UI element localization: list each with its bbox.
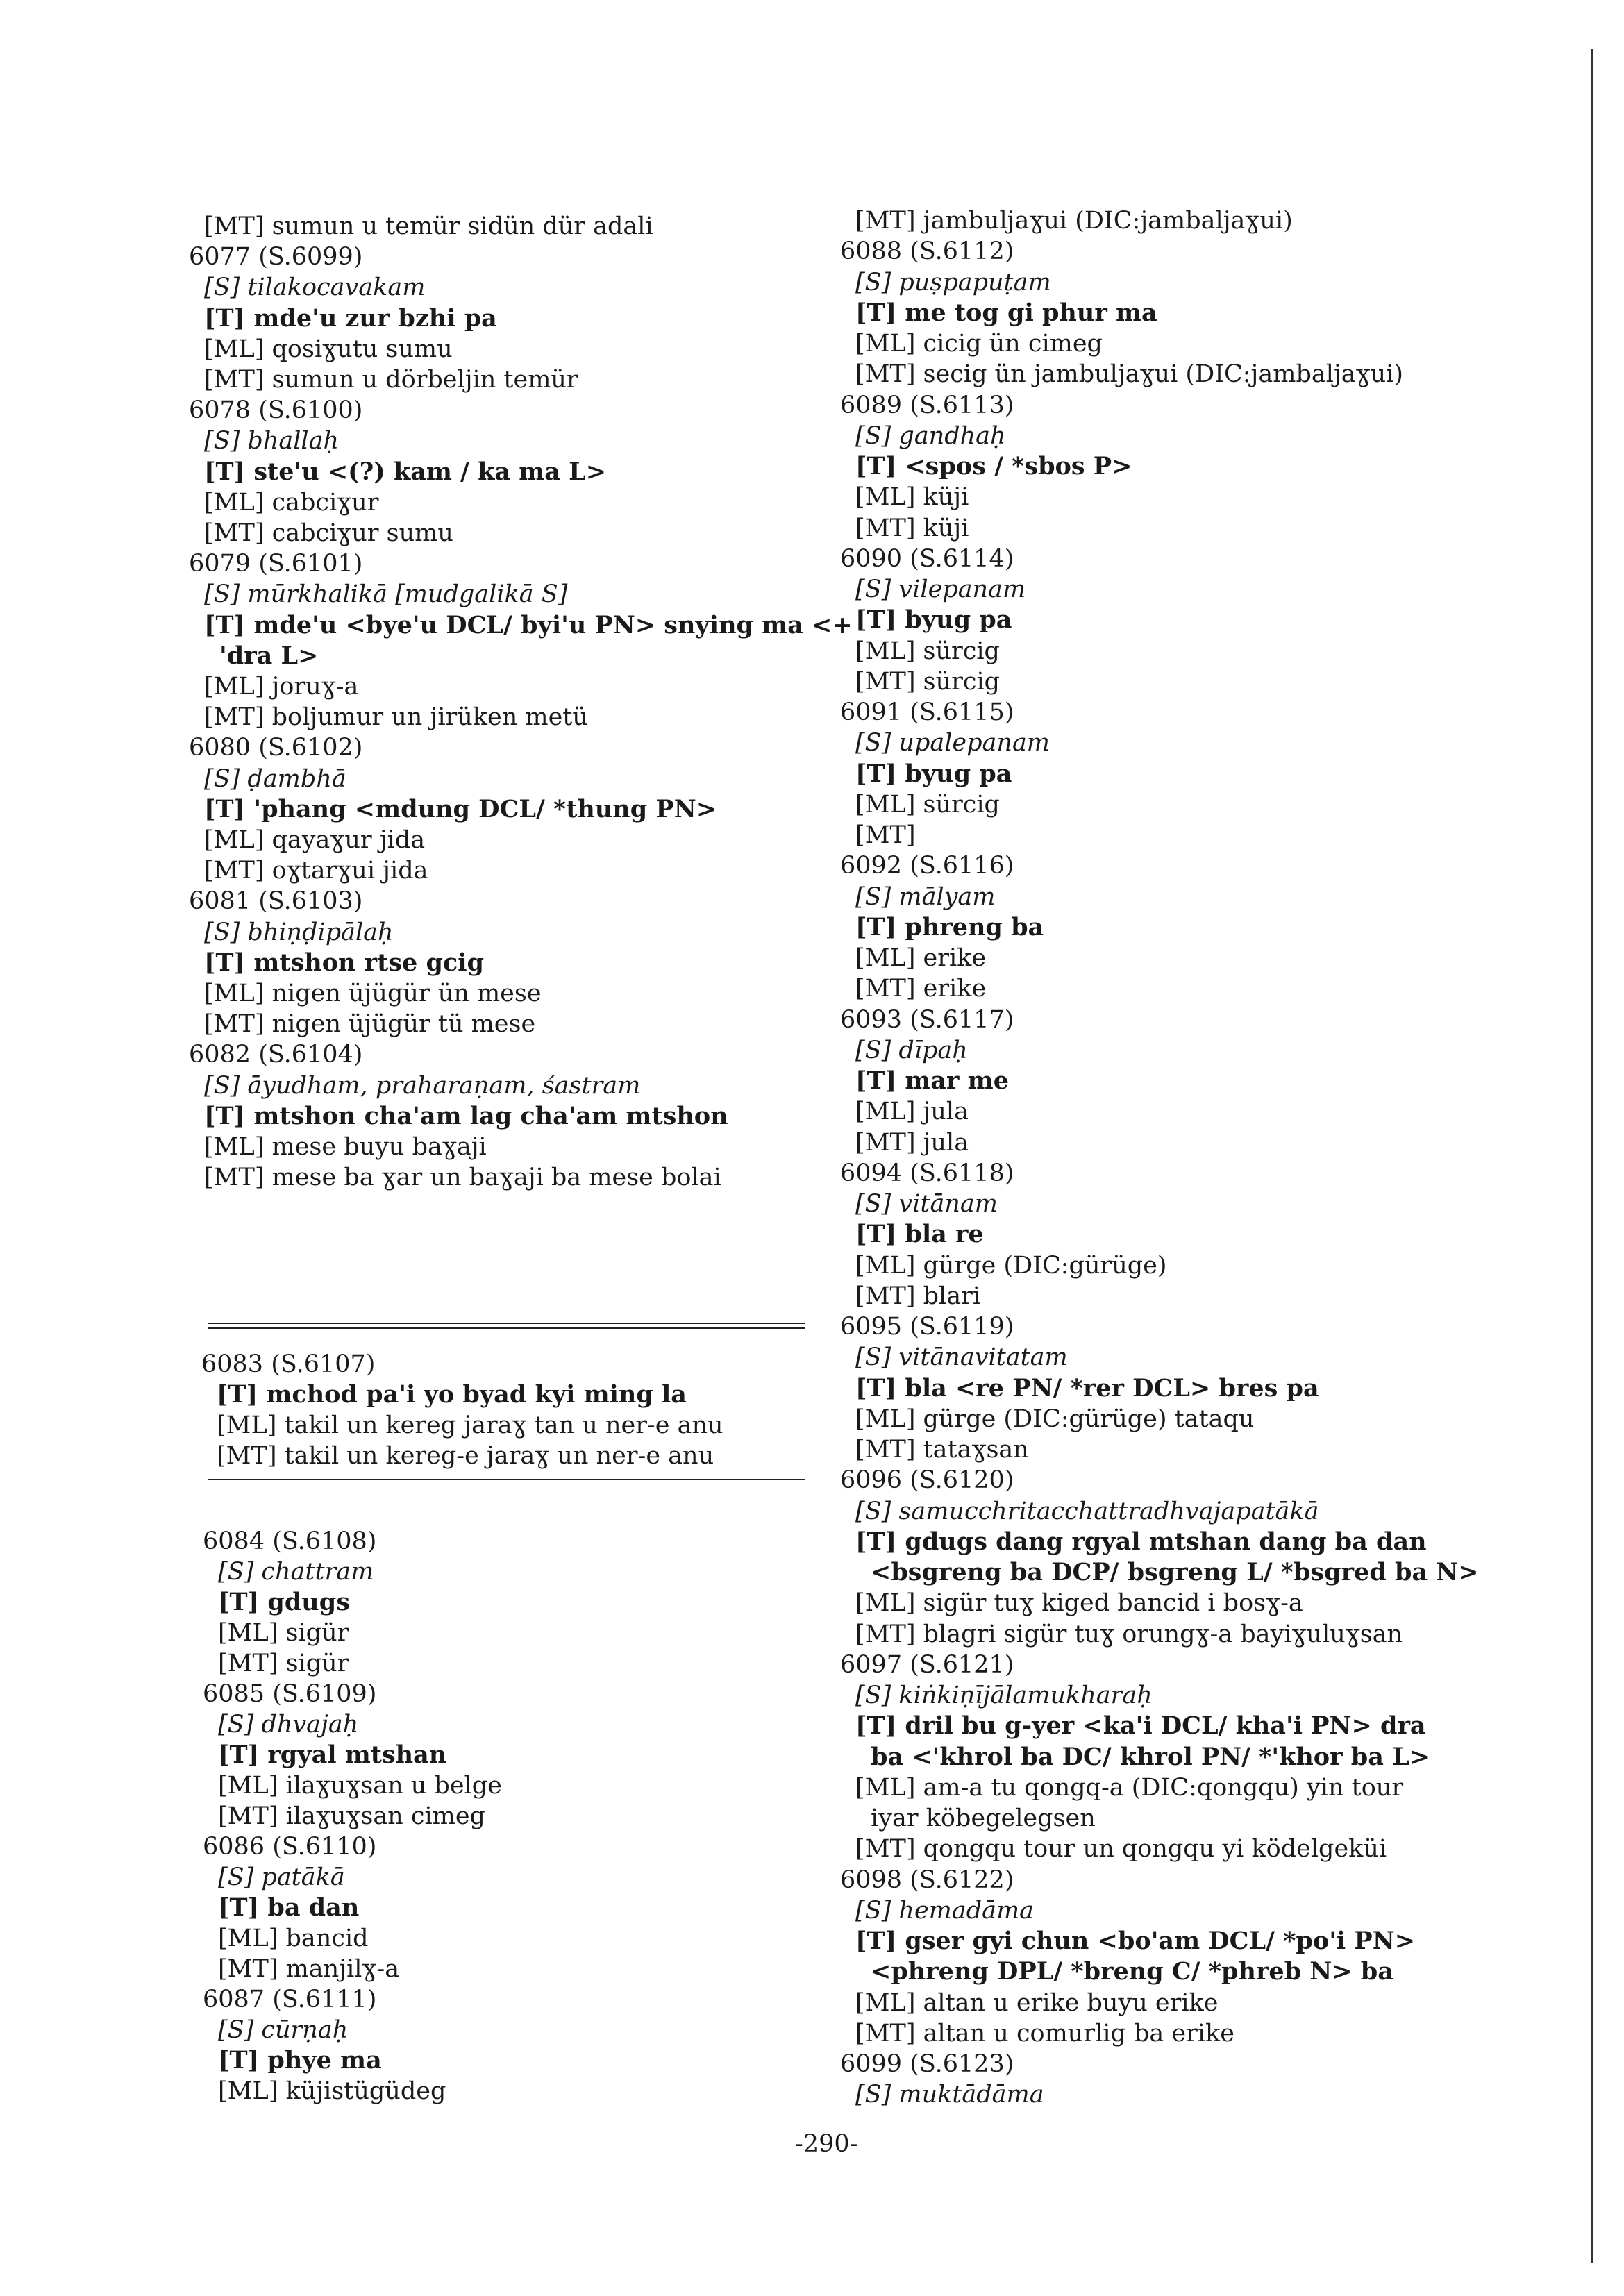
entry-line: [S] upalepanam: [855, 729, 1050, 757]
entry-number: 6078 (S.6100): [189, 396, 363, 425]
entry-line: [T] ste'u <(?) kam / ka ma L>: [204, 457, 607, 486]
entry-line: [T] mtshon cha'am lag cha'am mtshon: [204, 1101, 728, 1130]
rule-bottom: [208, 1479, 805, 1480]
entry-line: [MT] sumun u temür sidün dür adali: [204, 212, 653, 240]
entry-line: [S] dīpaḥ: [855, 1036, 968, 1064]
page-number: -290-: [795, 2130, 858, 2158]
entry-line: [MT] tataɣsan: [855, 1436, 1029, 1464]
entry-line: [ML] qayaɣur jida: [204, 826, 426, 854]
entry-line: [S] chattram: [218, 1558, 374, 1586]
entry-line: [MT] manjilɣ-a: [218, 1955, 400, 1983]
entry-line: [ML] altan u erike buyu erike: [855, 1988, 1219, 2017]
entry-line: [ML] qosiɣutu sumu: [204, 335, 453, 363]
entry-line: [MT] altan u comurlig ba erike: [855, 2019, 1234, 2047]
entry-line: [MT] takil un kereg-e jaraɣ un ner-e anu: [217, 1442, 714, 1470]
entry-line: [ML] mese buyu baɣaji: [204, 1133, 487, 1161]
entry-line: [S] vitānavitatam: [855, 1343, 1068, 1372]
entry-line: [T] bla re: [855, 1220, 984, 1249]
entry-line: [MT] sürcig: [855, 667, 1001, 696]
entry-line: [T] 'phang <mdung DCL/ *thung PN>: [204, 794, 717, 823]
entry-line: [S] dhvajaḥ: [218, 1711, 359, 1738]
entry-line: [S] muktādāma: [855, 2081, 1044, 2109]
entry-line: [ML] ilaɣuɣsan u belge: [218, 1772, 502, 1800]
entry-number: 6087 (S.6111): [203, 1986, 377, 2013]
entry-line: [ML] am-a tu qongq-a (DIC:qongqu) yin tour: [855, 1773, 1404, 1802]
entry-line: [T] mde'u <bye'u DCL/ byi'u PN> snying ma <+: [204, 610, 853, 639]
entry-line: [S] vitānam: [855, 1190, 998, 1218]
entry-line: [S] patākā: [218, 1863, 345, 1891]
entry-line: [MT] jula: [855, 1128, 969, 1157]
entry-line: [T] byug pa: [855, 759, 1012, 788]
entry-line: [S] cūrṇaḥ: [218, 2016, 349, 2044]
entry-line: [ML] cabciɣur: [204, 488, 379, 517]
entry-line: 'dra L>: [219, 641, 319, 670]
margin-line: [1591, 49, 1593, 2263]
entry-number: 6084 (S.6108): [203, 1527, 377, 1555]
entry-number: 6099 (S.6123): [840, 2050, 1014, 2078]
entry-number: 6080 (S.6102): [189, 734, 363, 762]
entry-line: [MT] ilaɣuɣsan cimeg: [218, 1802, 485, 1830]
entry-line: <bsgreng ba DCP/ bsgreng L/ *bsgred ba N>: [871, 1558, 1479, 1586]
entry-number: 6083 (S.6107): [201, 1350, 376, 1378]
entry-number: 6079 (S.6101): [189, 550, 363, 578]
entry-line: [MT] blari: [855, 1282, 981, 1310]
entry-line: [S] bhiṇḍipālaḥ: [204, 918, 394, 946]
entry-number: 6095 (S.6119): [840, 1313, 1014, 1341]
entry-number: 6092 (S.6116): [840, 852, 1014, 880]
entry-line: [ML] takil un kereg jaraɣ tan u ner-e anu: [217, 1411, 723, 1439]
entry-line: [MT] sumun u dörbeljin temür: [204, 366, 578, 394]
entry-number: 6077 (S.6099): [189, 243, 363, 271]
entry-line: [ML] nigen üjügür ün mese: [204, 980, 542, 1007]
entry-line: [ML] gürge (DIC:gürüge) tataqu: [855, 1405, 1255, 1433]
entry-line: [ML] küjistügüdeg: [218, 2077, 446, 2105]
entry-number: 6082 (S.6104): [189, 1041, 363, 1069]
entry-line: [MT] nigen üjügür tü mese: [204, 1010, 536, 1039]
entry-line: [T] mar me: [855, 1066, 1009, 1095]
entry-number: 6089 (S.6113): [840, 391, 1014, 419]
entry-line: [ML] sürcig: [855, 790, 1000, 819]
entry-line: [T] rgyal mtshan: [218, 1741, 447, 1769]
entry-line: <phreng DPL/ *breng C/ *phreb N> ba: [871, 1957, 1393, 1986]
entry-line: [T] byug pa: [855, 605, 1012, 635]
entry-line: [ML] sürcig: [855, 637, 1000, 665]
entry-line: [ML] joruɣ-a: [204, 673, 359, 701]
entry-line: [S] hemadāma: [855, 1896, 1035, 1925]
entry-line: [MT] boljumur un jirüken metü: [204, 703, 588, 732]
entry-number: 6081 (S.6103): [189, 887, 363, 916]
entry-line: [T] gdugs dang rgyal mtshan dang ba dan: [855, 1527, 1427, 1556]
entry-line: [T] gdugs: [218, 1588, 350, 1616]
entry-line: [MT] sigür: [218, 1650, 349, 1677]
entry-line: [MT] erike: [855, 975, 987, 1003]
entry-line: [S] samucchritacchattradhvajapatākā: [855, 1497, 1319, 1525]
entry-line: [MT] küji: [855, 514, 969, 542]
entry-number: 6094 (S.6118): [840, 1159, 1014, 1187]
entry-line: [T] me tog gi phur ma: [855, 298, 1157, 327]
entry-line: [MT] oɣtarɣui jida: [204, 857, 428, 885]
entry-number: 6093 (S.6117): [840, 1005, 1014, 1034]
entry-line: [T] mde'u zur bzhi pa: [204, 303, 497, 333]
entry-line: [MT] qongqu tour un qongqu yi ködelgeküi: [855, 1835, 1387, 1863]
entry-line: [T] ba dan: [218, 1893, 360, 1922]
entry-number: 6085 (S.6109): [203, 1680, 377, 1708]
entry-line: ba <'khrol ba DC/ khrol PN/ *'khor ba L>: [871, 1742, 1430, 1771]
entry-line: [ML] bancid: [218, 1925, 369, 1952]
entry-line: [MT] mese ba ɣar un baɣaji ba mese bolai: [204, 1164, 721, 1192]
entry-line: [S] āyudham, praharaṇam, śastram: [204, 1071, 641, 1100]
entry-line: iyar köbegelegsen: [871, 1804, 1096, 1832]
entry-line: [T] dril bu g-yer <ka'i DCL/ kha'i PN> dra: [855, 1711, 1426, 1741]
entry-line: [S] ḍambhā: [204, 764, 346, 793]
entry-number: 6090 (S.6114): [840, 544, 1014, 573]
entry-line: [MT]: [855, 821, 916, 849]
entry-line: [T] mtshon rtse gcig: [204, 948, 484, 977]
entry-number: 6086 (S.6110): [203, 1833, 377, 1861]
entry-line: [S] tilakocavakam: [204, 274, 426, 302]
entry-line: [MT] secig ün jambuljaɣui (DIC:jambaljaɣui): [855, 360, 1403, 389]
entry-line: [MT] jambuljaɣui (DIC:jambaljaɣui): [855, 207, 1293, 235]
entry-line: [ML] gürge (DIC:gürüge): [855, 1251, 1167, 1280]
entry-line: [S] vilepanam: [855, 576, 1026, 603]
entry-line: [ML] sigür tuɣ kiged bancid i bosɣ-a: [855, 1589, 1303, 1618]
entry-line: [T] gser gyi chun <bo'am DCL/ *po'i PN>: [855, 1927, 1416, 1955]
entry-line: [S] gandhaḥ: [855, 421, 1006, 450]
entry-line: [T] <spos / *sbos P>: [855, 452, 1132, 480]
entry-line: [S] mālyam: [855, 882, 996, 911]
entry-number: 6088 (S.6112): [840, 237, 1014, 266]
entry-line: [ML] jula: [855, 1098, 969, 1126]
entry-line: [ML] cicig ün cimeg: [855, 330, 1103, 358]
entry-line: [ML] sigür: [218, 1619, 349, 1647]
entry-number: 6097 (S.6121): [840, 1650, 1014, 1679]
entry-number: 6098 (S.6122): [840, 1866, 1014, 1894]
entry-number: 6091 (S.6115): [840, 698, 1014, 726]
entry-line: [MT] cabciɣur sumu: [204, 519, 453, 547]
entry-line: [S] mūrkhalikā [mudgalikā S]: [204, 580, 568, 609]
entry-line: [S] puṣpapuṭam: [855, 268, 1051, 296]
entry-line: [MT] blagri sigür tuɣ orungɣ-a bayiɣuluɣsan: [855, 1620, 1403, 1648]
double-rule-top: [208, 1323, 805, 1329]
entry-line: [T] mchod pa'i yo byad kyi ming la: [217, 1380, 687, 1409]
entry-line: [T] phye ma: [218, 2046, 382, 2075]
entry-line: [S] kiṅkiṇījālamukharaḥ: [855, 1682, 1153, 1709]
entry-line: [T] bla <re PN/ *rer DCL> bres pa: [855, 1373, 1319, 1402]
entry-line: [S] bhallaḥ: [204, 427, 340, 455]
entry-line: [T] phreng ba: [855, 912, 1044, 941]
entry-line: [ML] küji: [855, 483, 969, 512]
entry-line: [ML] erike: [855, 944, 987, 972]
entry-number: 6096 (S.6120): [840, 1466, 1014, 1495]
